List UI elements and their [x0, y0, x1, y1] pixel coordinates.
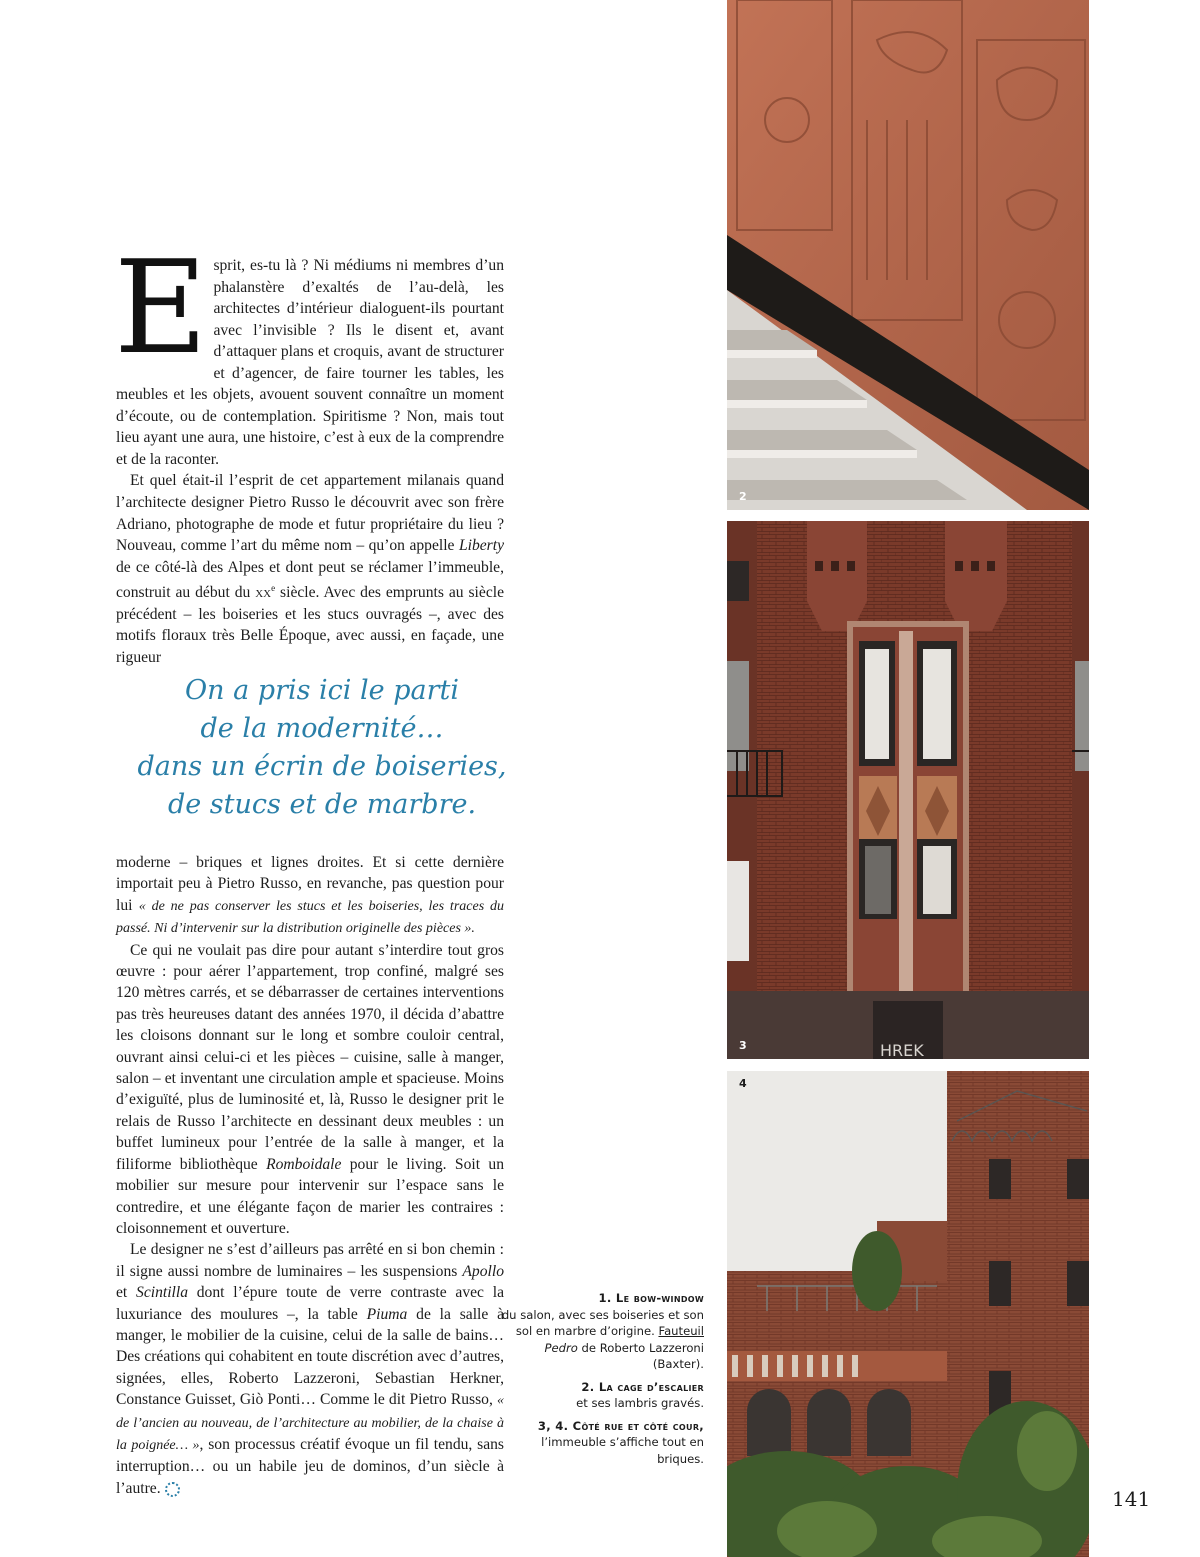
- pull-quote: [116, 672, 528, 824]
- photo-number: 3: [739, 1039, 747, 1052]
- scintilla-term: Scintilla: [136, 1284, 188, 1302]
- romboidale-term: Romboidale: [266, 1155, 342, 1173]
- paragraph-2: [116, 470, 504, 668]
- paragraph-3: [116, 852, 504, 940]
- caption-3-title: 3, 4. Côté rue et côté cour,: [537, 1418, 704, 1433]
- paragraph-5-conj: et: [116, 1284, 137, 1302]
- pull-quote-line: On a pris ici le parti: [185, 675, 459, 706]
- caption-1: [500, 1290, 704, 1373]
- paragraph-4: [116, 940, 504, 1240]
- drop-cap: E: [114, 234, 208, 383]
- paragraph-1: [114, 234, 504, 470]
- piuma-term: Piuma: [366, 1305, 408, 1323]
- caption-1-fauteuil: Fauteuil: [658, 1324, 704, 1338]
- article-body-bottom: [116, 852, 504, 1499]
- caption-2-text: et ses lambris gravés.: [576, 1396, 704, 1410]
- liberty-term: Liberty: [458, 537, 504, 555]
- quote-stucs: « de ne pas conserver les stucs et les boiseries, les traces du passé. Ni d’intervenir sur la distribution originelle des pièces ».: [116, 898, 504, 937]
- paragraph-2-text-a: Et quel était-il l’esprit de cet appartement milanais quand l’architecte designer Pietro Russo le découvrit avec son frère Adriano, photographe de mode et futur propriétaire du lieu ? Nouveau, comme l’art du même nom – qu’on appelle: [116, 472, 504, 555]
- photo-facade: [727, 521, 1089, 1059]
- pull-quote-line: de stucs et de marbre.: [167, 789, 477, 820]
- paragraph-5-text-c: de la salle à manger, le mobilier de la cuisine, celui de la salle de bains… Des créations qui cohabitent en toute discrétion avec d’autres, signées, elles, Roberto Lazzeroni, Sebastian Herkner, Constance Guisset, Giò Ponti… Comme le dit Pietro Russo,: [116, 1305, 504, 1409]
- caption-1-title: 1. Le bow-window: [598, 1291, 704, 1305]
- end-mark-icon: [165, 1482, 180, 1497]
- caption-3: [500, 1418, 704, 1468]
- staircase-illustration: [727, 0, 1089, 510]
- pull-quote-line: de la modernité…: [200, 713, 444, 744]
- caption-1-text-b: de Roberto Lazzeroni (Baxter).: [577, 1340, 704, 1371]
- photo-captions: [500, 1290, 704, 1473]
- paragraph-4-text-b: pour le living. Soit un mobilier sur mesure pour intervenir sur l’espace sans le contredire, et une élégante façon de marier les contraires : cloisonnement et ouverture.: [116, 1155, 504, 1237]
- century-number: xx: [255, 584, 272, 602]
- apollo-term: Apollo: [462, 1262, 504, 1280]
- century-superscript: e: [271, 583, 276, 594]
- paragraph-5: [116, 1239, 504, 1499]
- photo-number: 4: [739, 1077, 747, 1090]
- paragraph-5-text-a: Le designer ne s’est d’ailleurs pas arrêté en si bon chemin : il signe aussi nombre de luminaires – les suspensions: [116, 1241, 504, 1280]
- facade-illustration: [727, 521, 1089, 1059]
- photo-number: 2: [739, 490, 747, 503]
- graffiti-text: HREK: [880, 1041, 924, 1059]
- caption-2-title: 2. La cage d’escalier: [581, 1379, 704, 1394]
- page-number: 141: [1112, 1487, 1151, 1511]
- paragraph-4-text-a: Ce qui ne voulait pas dire pour autant s’interdire tout gros œuvre : pour aérer l’appartement, trop confiné, malgré ses 120 mètres carrés, et se débarrasser de certaines interventions pas très heureuses datant des années 1970, il décida d’abattre les cloisons donnant sur le long et sombre couloir central, ouvrant ainsi celui-ci et les pièces – cuisine, salle à manger, salon – et inventant une circulation ample et spacieuse. Moins d’exiguïté, plus de luminosité et, là, Russo le designer prit le relais de Russo l’architecte en dessinant deux meubles : un buffet lumineux pour l’entrée de la salle à manger, et la filiforme bibliothèque: [116, 941, 504, 1173]
- caption-1-pedro: Pedro: [544, 1340, 578, 1355]
- caption-3-text: l’immeuble s’affiche tout en briques.: [541, 1435, 704, 1466]
- photo-staircase: [727, 0, 1089, 510]
- caption-1-text: du salon, avec ses boiseries et son sol en marbre d’origine.: [501, 1307, 704, 1338]
- photo-courtyard: [727, 1071, 1089, 1557]
- paragraph-2-text-c: siècle. Avec des emprunts au siècle précédent – les boiseries et les stucs ouvragés –, avec des motifs floraux très Belle Époque, avec aussi, en façade, une rigueur: [116, 584, 504, 667]
- paragraph-3-text: moderne – briques et lignes droites. Et si cette dernière importait peu à Pietro Russo, en revanche, pas question pour lui: [116, 854, 504, 914]
- paragraph-1-text: sprit, es-tu là ? Ni médiums ni membres d’un phalanstère d’exaltés de l’au-delà, les architectes d’intérieur dialoguent-ils pourtant avec l’invisible ? Ils le disent et, avant d’attaquer plans et croquis, avant de structurer et d’agencer, de faire tourner les tables, les meubles et les objets, avouent souvent connaître un moment d’écoute, ou de contemplation. Spiritisme ? Non, mais tout lieu ayant une aura, une histoire, c’est à eux de la comprendre et de la raconter.: [116, 257, 504, 468]
- paragraph-5-text-d: , son processus créatif évoque un fil tendu, sans interruption… ou un habile jeu de dominos, d’un siècle à l’autre.: [116, 1435, 505, 1497]
- paragraph-5-text-b: dont l’épure toute de verre contraste avec la luxuriance des moulures –, la table: [116, 1284, 504, 1323]
- article-body-top: [114, 234, 504, 669]
- caption-2: [500, 1379, 704, 1412]
- paragraph-2-text-b: de ce côté-là des Alpes et dont peut se réclamer l’immeuble, construit au début du: [116, 558, 504, 602]
- pull-quote-line: dans un écrin de boiseries,: [137, 751, 507, 782]
- quote-ancien: « de l’ancien au nouveau, de l’architecture au mobilier, de la chaise à la poignée… »: [116, 1393, 504, 1453]
- courtyard-illustration: [727, 1071, 1089, 1557]
